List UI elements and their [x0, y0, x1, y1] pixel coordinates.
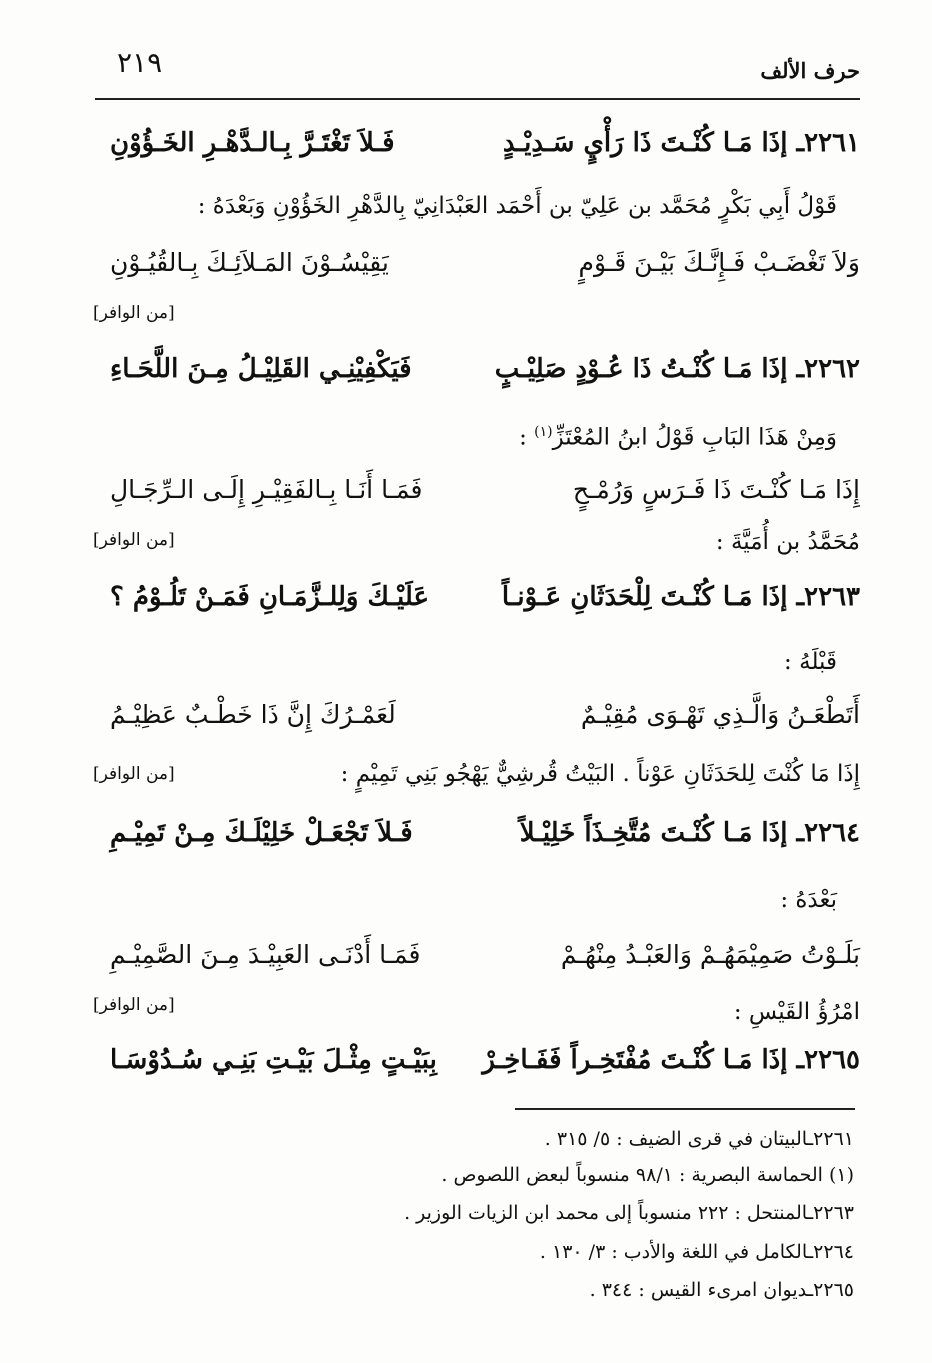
meter-label: [من الوافر] — [93, 530, 175, 550]
verse-hemistich-first: ٢٢٦٢ـ إذَا مَـا كُنْـتُ ذَا عُـوْدٍ صَلِيْـبٍ — [494, 354, 860, 384]
verse-hemistich-first: ٢٢٦٤ـ إذَا مَـا كُنْـتَ مُتَّخِـذَاً خَلِيْـلاً — [519, 818, 860, 848]
meter-label: [من الوافر] — [93, 764, 175, 784]
verse-2263 — [110, 572, 860, 622]
cited-verse — [110, 465, 860, 515]
verse-2261 — [110, 118, 860, 168]
cited-verse — [110, 930, 860, 980]
verse-2265 — [110, 1035, 860, 1085]
verse-hemistich-first: إِذَا مَـا كُنْـتَ ذَا فَـرَسٍ وَرُمْـحٍ — [572, 475, 860, 504]
attribution-text: إِذَا مَا كُنْتَ لِلحَدَثَانِ عَوْناً . البَيْتُ قُرشِيٌّ يَهْجُو بَنِي تَمِيْمٍ : — [340, 761, 860, 787]
verse-2264 — [110, 808, 860, 858]
verse-2262 — [110, 344, 860, 394]
verse-hemistich-first: بَلَـوْتُ صَمِيْمَهُـمْ وَالعَبْـدُ مِنْهُـمْ — [560, 940, 860, 969]
attribution-text: قَبْلَهُ : — [784, 649, 837, 675]
footnote: ٢٢٦٣ـالمنتحل : ٢٢٢ منسوباً إلى محمد ابن الزيات الوزير . — [404, 1202, 854, 1224]
verse-hemistich-second: فَـلاَ تَجْعَـلْ خَلِيْلَـكَ مِـنْ تَمِيْـمِ — [110, 818, 413, 848]
verse-hemistich-second: لَعَمْـرُكَ إِنَّ ذَا خَطْـبٌ عَظِيْـمُ — [110, 700, 396, 729]
footnote-ref: (١) — [534, 424, 553, 440]
verse-hemistich-first: ٢٢٦٣ـ إذَا مَـا كُنْـتَ لِلْحَدَثَانِ عَـوْنـاً — [501, 582, 860, 612]
verse-hemistich-second: فَمَـا أَدْنَـى العَبِيْـدَ مِـنَ الصَّمِيْـمِ — [110, 940, 421, 969]
attribution-colon: : — [519, 424, 535, 451]
footnote: ٢٢٦٥ـديوان امرىء القيس : ٣٤٤ . — [589, 1279, 854, 1301]
cited-verse — [110, 690, 860, 740]
verse-hemistich-second: فَـلاَ تَغْتَـرَّ بِـالـدَّهْـرِ الخَـؤُوْنِ — [110, 128, 395, 158]
footnote-divider — [515, 1108, 855, 1110]
attribution-text — [110, 410, 837, 460]
chapter-title: حرف الألف — [760, 58, 860, 83]
verse-hemistich-first: أَتَطْعَـنُ وَالَّـذِي تَهْـوَى مُقِيْـمٌ — [580, 700, 860, 729]
footnote: (١) الحماسة البصرية : ٩٨/١ منسوباً لبعض اللصوص . — [441, 1164, 854, 1186]
footnote: ٢٢٦١ـالبيتان في قرى الضيف : ٥/ ٣١٥ . — [544, 1128, 854, 1150]
verse-hemistich-second: عَلَيْـكَ وَلِلـزَّمَـانِ فَمَـنْ تَلُـوْمُ ؟ — [110, 582, 429, 612]
attribution-text: بَعْدَهُ : — [780, 887, 837, 913]
verse-hemistich-second: بِبَيْـتٍ مِثْـلَ بَيْـتِ بَنِـي سُـدُوْسَـا — [110, 1045, 437, 1075]
poet-name: امْرُؤُ القَيْسِ : — [733, 999, 860, 1025]
footnote: ٢٢٦٤ـالكامل في اللغة والأدب : ٣/ ١٣٠ . — [539, 1241, 854, 1263]
meter-label: [من الوافر] — [93, 995, 175, 1015]
attribution-text: قَوْلُ أَبِي بَكْرٍ مُحَمَّد بن عَلِيّ بن أَحْمَد العَبْدَانِيّ بِالدَّهْرِ الخَؤُوْنِ وَبَعْدَهُ : — [197, 193, 837, 219]
verse-hemistich-second: يَقِيْسُـوْنَ المَـلاَئِـكَ بِـالقُيُـوْنِ — [110, 248, 389, 277]
verse-hemistich-first: وَلاَ تَغْضَـبْ فَـإِنَّـكَ بَيْـنَ قَـوْمٍ — [578, 248, 860, 277]
page-number: ٢١٩ — [117, 46, 163, 79]
verse-hemistich-first: ٢٢٦٥ـ إذَا مَـا كُنْـتَ مُفْتَخِـراً فَفَـاخِـرْ — [482, 1045, 860, 1075]
verse-hemistich-first: ٢٢٦١ـ إذَا مَـا كُنْـتَ ذَا رَأْيٍ سَـدِيْـدٍ — [502, 128, 860, 158]
meter-label: [من الوافر] — [93, 303, 175, 323]
poet-name: مُحَمَّدُ بن أُمَيَّةَ : — [715, 529, 860, 555]
verse-hemistich-second: فَمَـا أَنَـا بِـالفَقِيْـرِ إِلَـى الـرِّجَـالِ — [110, 475, 423, 504]
attribution-main: وَمِنْ هَذَا البَابِ قَوْلُ ابنُ المُعْتَزِّ — [552, 424, 837, 451]
cited-verse — [110, 238, 860, 288]
page-header — [95, 40, 860, 100]
verse-hemistich-second: فَيَكْفِيْنِـي القَلِيْـلُ مِـنَ اللَّحَـاءِ — [110, 354, 412, 384]
